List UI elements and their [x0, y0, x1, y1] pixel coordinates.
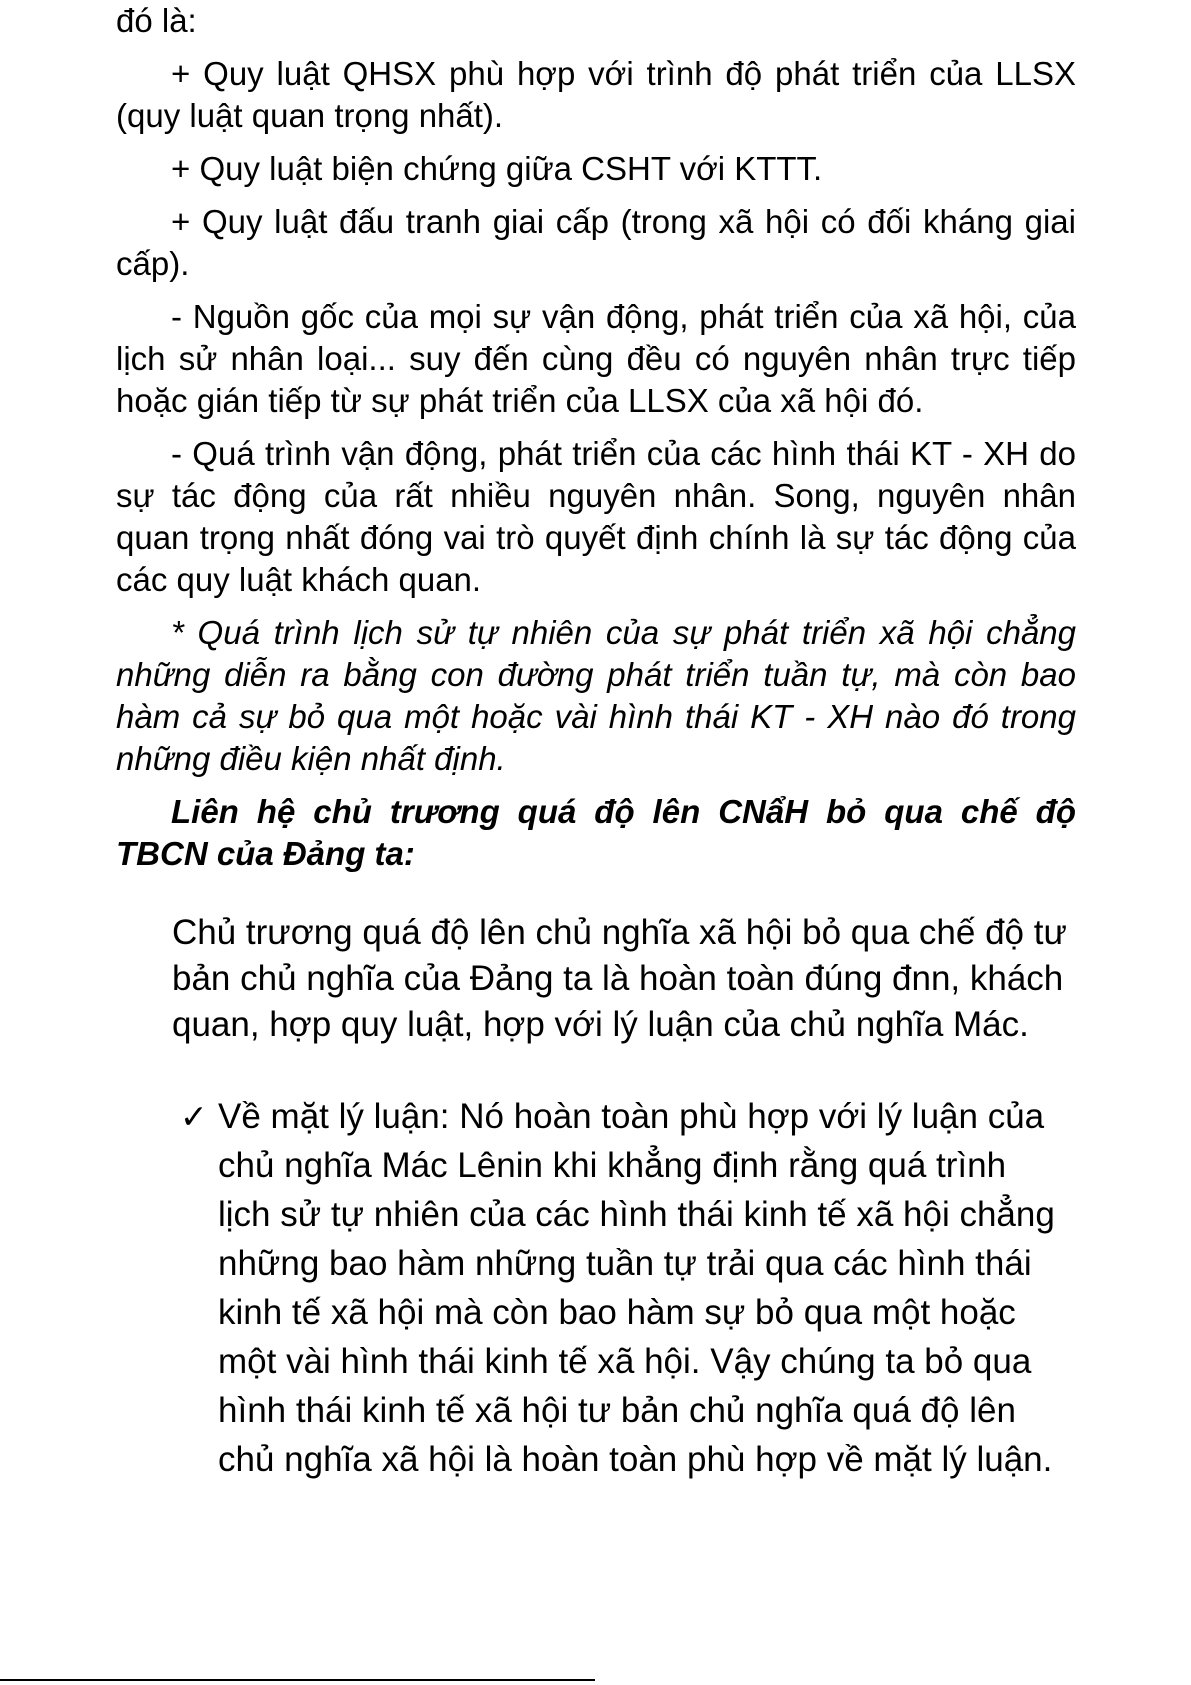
paragraph-natural-history: * Quá trình lịch sử tự nhiên của sự phát triển xã hội chẳng những diễn ra bằng con đường phát triển tuần tự, mà còn bao hàm cả sự bỏ qua một hoặc vài hình thái KT - XH nào đó trong những điều kiện nhất định.	[116, 614, 1076, 777]
footnote-divider	[0, 1679, 595, 1681]
paragraph-intro: đó là:	[116, 2, 197, 39]
section-heading: Liên hệ chủ trương quá độ lên CNẩH bỏ qua chế độ TBCN của Đảng ta:	[116, 793, 1076, 872]
paragraph-origin: - Nguồn gốc của mọi sự vận động, phát triển của xã hội, của lịch sử nhân loại... suy đến cùng đều có nguyên nhân trực tiếp hoặc gián tiếp từ sự phát triển của LLSX của xã hội đó.	[116, 298, 1076, 419]
document-page	[116, 0, 1076, 886]
paragraph-law-qhsx: + Quy luật QHSX phù hợp với trình độ phát triển của LLSX (quy luật quan trọng nhất).	[116, 55, 1076, 134]
checklist-item	[180, 1092, 1080, 1484]
checklist-item-text: Về mặt lý luận: Nó hoàn toàn phù hợp với lý luận của chủ nghĩa Mác Lênin khi khẳng định rằng quá trình lịch sử tự nhiên của các hình thái kinh tế xã hội chẳng những bao hàm những tuần tự trải qua các hình thái kinh tế xã hội mà còn bao hàm sự bỏ qua một hoặc một vài hình thái kinh tế xã hội. Vậy chúng ta bỏ qua hình thái kinh tế xã hội tư bản chủ nghĩa quá độ lên chủ nghĩa xã hội là hoàn toàn phù hợp về mặt lý luận.	[218, 1097, 1055, 1479]
checkmark-icon: ✓	[180, 1097, 208, 1136]
paragraph-law-class-struggle: + Quy luật đấu tranh giai cấp (trong xã hội có đối kháng giai cấp).	[116, 203, 1076, 282]
policy-paragraph: Chủ trương quá độ lên chủ nghĩa xã hội bỏ qua chế độ tư bản chủ nghĩa của Đảng ta là hoàn toàn đúng đnn, khách quan, hợp quy luật, hợp với lý luận của chủ nghĩa Mác.	[172, 913, 1067, 1044]
paragraph-process: - Quá trình vận động, phát triển của các hình thái KT - XH do sự tác động của rất nhiều nguyên nhân. Song, nguyên nhân quan trọng nhất đóng vai trò quyết định chính là sự tác động của các quy luật khách quan.	[116, 435, 1076, 598]
paragraph-law-csht: + Quy luật biện chứng giữa CSHT với KTTT.	[171, 150, 823, 187]
